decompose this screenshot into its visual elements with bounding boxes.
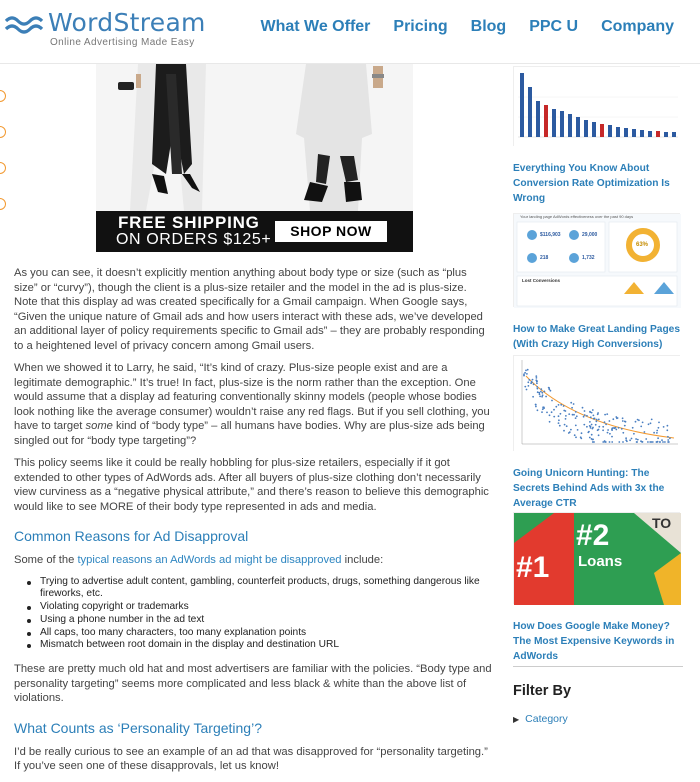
scatter-dot <box>613 427 615 429</box>
thumb-keyword: Loans <box>578 553 623 570</box>
logo-tagline: Online Advertising Made Easy <box>50 37 195 48</box>
scatter-dot <box>550 390 552 392</box>
scatter-dot <box>667 436 669 438</box>
scatter-dot <box>583 424 585 426</box>
scatter-dot <box>667 425 669 427</box>
wordstream-logo[interactable] <box>4 8 206 48</box>
scatter-dot <box>618 427 620 429</box>
scatter-dot <box>565 418 567 420</box>
logo-name: WordStream <box>48 8 206 37</box>
scatter-dot <box>629 439 631 441</box>
scatter-dot <box>580 436 582 438</box>
scatter-dot <box>581 432 583 434</box>
scatter-dot <box>647 441 649 443</box>
scatter-dot <box>621 428 623 430</box>
scatter-dot <box>651 419 653 421</box>
scatter-dot <box>667 439 669 441</box>
thumb-number: #2 <box>576 519 610 552</box>
scatter-dot <box>523 373 525 375</box>
paragraph: Some of the typical reasons an AdWords ad might be disapproved include: <box>14 554 384 566</box>
thumb-gauge: 63% <box>636 242 649 248</box>
scatter-dot <box>528 379 530 381</box>
thumb-number: #1 <box>516 551 550 584</box>
scatter-dot <box>615 427 617 429</box>
site-header <box>0 0 700 64</box>
scatter-dot <box>602 426 604 428</box>
scatter-dot <box>531 381 533 383</box>
scatter-dot <box>622 417 624 419</box>
order-minimum-text: ON ORDERS $125+ <box>116 231 272 248</box>
scatter-dot <box>622 441 624 443</box>
scatter-dot <box>573 403 575 405</box>
scatter-dot <box>592 409 594 411</box>
scatter-dot <box>609 441 611 443</box>
scatter-dot <box>605 441 607 443</box>
scatter-dot <box>548 387 550 389</box>
scatter-dot <box>598 434 600 436</box>
scatter-dot <box>611 436 613 438</box>
scatter-dot <box>538 392 540 394</box>
scatter-dot <box>609 420 611 422</box>
nav-what-we-offer[interactable]: What We Offer <box>260 18 371 35</box>
scatter-dot <box>532 396 534 398</box>
scatter-dot <box>570 429 572 431</box>
scatter-dot <box>558 419 560 421</box>
scatter-dot <box>537 391 539 393</box>
scatter-dot <box>591 438 593 440</box>
scatter-dot <box>592 439 594 441</box>
scatter-dot <box>602 441 604 443</box>
scatter-dot <box>568 432 570 434</box>
scatter-dot <box>650 441 652 443</box>
scatter-dot <box>571 407 573 409</box>
scatter-dot <box>553 409 555 411</box>
scatter-dot <box>604 421 606 423</box>
scatter-dot <box>656 430 658 432</box>
scatter-dot <box>659 441 661 443</box>
scatter-dot <box>661 439 663 441</box>
nav-ppc-u[interactable]: PPC U <box>529 18 579 35</box>
scatter-dot <box>563 405 565 407</box>
scatter-dot <box>540 388 542 390</box>
section-heading: What Counts as ‘Personality Targeting’? <box>14 719 262 736</box>
paragraph: This policy seems like it could be really hobbling for plus-size retailers, especially if it got extended to other types of AdWords ads. After all buyers of plus-size clothing don’t necessarily view curviness as a “negative physical attribute,” and there’s reason to believe this demographic would like to see MORE of their body type represented in ads and media. <box>14 457 489 513</box>
scatter-dot <box>535 375 537 377</box>
scatter-dot <box>604 414 606 416</box>
scatter-dot <box>666 429 668 431</box>
disapproval-reasons-link[interactable]: typical reasons an AdWords ad might be disapproved <box>77 554 342 566</box>
scatter-dot <box>602 429 604 431</box>
scatter-dot <box>551 411 553 413</box>
scatter-dot <box>535 406 537 408</box>
scatter-dot <box>658 427 660 429</box>
scatter-dot <box>663 426 665 428</box>
scatter-dot <box>583 416 585 418</box>
scatter-dot <box>593 441 595 443</box>
post-thumbnail[interactable] <box>513 66 680 146</box>
post-title-link[interactable]: How Does Google Make Money? The Most Expensive Keywords in AdWords <box>513 621 675 662</box>
scatter-dot <box>560 413 562 415</box>
scatter-dot <box>528 385 530 387</box>
scatter-dot <box>565 415 567 417</box>
scatter-dot <box>642 422 644 424</box>
scatter-dot <box>541 392 543 394</box>
scatter-dot <box>532 379 534 381</box>
paragraph: I’d be really curious to see an example of an ad that was disapproved for “personality targeting.” If you’ve seen one of these disapprovals, let us know! <box>14 745 488 773</box>
scatter-dot <box>636 441 638 443</box>
scatter-dot <box>657 437 659 439</box>
paragraph: When we showed it to Larry, he said, “It’s kind of crazy. Plus-size people exist and are a legitimate demographic.” It’s true! In fact, plus-size is the norm rather than the exception. One would assume that a display ad featuring conventionally skinny models (people whose bodies look nothing like the average consumer) wouldn’t raise any red flags. But if you sell clothing, you have to target some kind of “body type” – all humans have bodies. Why are plus-size ads being singled out for “body type targeting”? <box>14 362 490 447</box>
scatter-dot <box>570 402 572 404</box>
thumb-stat: 1,732 <box>582 255 595 261</box>
nav-company[interactable]: Company <box>601 18 674 35</box>
scatter-dot <box>565 410 567 412</box>
free-shipping-text: FREE SHIPPING <box>118 213 260 232</box>
scatter-dot <box>543 406 545 408</box>
related-post <box>513 355 683 511</box>
scatter-dot <box>555 406 557 408</box>
share-rail <box>0 90 6 234</box>
scatter-dot <box>640 440 642 442</box>
post-thumbnail[interactable] <box>513 355 680 451</box>
scatter-dot <box>598 426 600 428</box>
scatter-dot <box>591 434 593 436</box>
scatter-dot <box>606 413 608 415</box>
scatter-dot <box>669 437 671 439</box>
scatter-dot <box>526 373 528 375</box>
scatter-dot <box>625 437 627 439</box>
triangle-right-icon: ▶ <box>513 715 520 724</box>
scatter-dot <box>558 422 560 424</box>
scatter-dot <box>559 425 561 427</box>
scatter-dot <box>533 383 535 385</box>
scatter-dot <box>598 429 600 431</box>
scatter-dot <box>611 429 613 431</box>
scatter-dot <box>598 419 600 421</box>
section-heading: Common Reasons for Ad Disapproval <box>14 528 249 544</box>
scatter-dot <box>611 441 613 443</box>
related-post <box>513 66 683 206</box>
thumb-stat: 29,000 <box>582 232 598 238</box>
scatter-dot <box>551 400 553 402</box>
post-thumbnail[interactable] <box>513 512 680 604</box>
scatter-dot <box>539 393 541 395</box>
scatter-dot <box>577 429 579 431</box>
scatter-dot <box>596 421 598 423</box>
scatter-dot <box>615 429 617 431</box>
scatter-dot <box>553 416 555 418</box>
scatter-dot <box>589 411 591 413</box>
scatter-dot <box>537 409 539 411</box>
scatter-dot <box>524 372 526 374</box>
scatter-dot <box>635 438 637 440</box>
scatter-dot <box>668 441 670 443</box>
models-illustration <box>96 64 413 211</box>
scatter-dot <box>586 426 588 428</box>
list-item: Using a phone number in the ad text <box>26 614 492 627</box>
scatter-dot <box>618 441 620 443</box>
scatter-dot <box>536 386 538 388</box>
scatter-dot <box>535 404 537 406</box>
scatter-dot <box>591 424 593 426</box>
scatter-dot <box>595 424 597 426</box>
scatter-dot <box>658 422 660 424</box>
share-icon[interactable] <box>0 198 6 210</box>
scatter-dot <box>587 432 589 434</box>
paragraph: As you can see, it doesn’t explicitly mention anything about body type or size (such as “plus size” or “curvy”), though the client is a plus-size retailer and the model in the ad is plus-size. Note that this display ad was created specifically for a Gmail campaign. When Google says, “Given the unique nature of Gmail ads and how users interact with these ads, we’ve developed an additional layer of policy requirements specific to Gmail ads” – they are probably responding to a heightened level of privacy concern among Gmail users. <box>14 267 485 352</box>
scatter-dot <box>560 404 562 406</box>
filter-category[interactable]: ▶ Category <box>513 713 568 725</box>
scatter-dot <box>589 425 591 427</box>
scatter-dot <box>662 441 664 443</box>
list-item: Mismatch between root domain in the display and destination URL <box>26 639 492 652</box>
nav-blog[interactable]: Blog <box>470 18 507 35</box>
scatter-dot <box>656 432 658 434</box>
scatter-dot <box>592 427 594 429</box>
post-title-link[interactable]: Everything You Know About Conversion Rate Optimization Is Wrong <box>513 163 670 204</box>
scatter-dot <box>541 411 543 413</box>
scatter-dot <box>575 411 577 413</box>
scatter-dot <box>575 425 577 427</box>
scatter-dot <box>622 432 624 434</box>
main-nav <box>260 18 674 36</box>
bar-chart-thumbnail <box>514 67 681 147</box>
scatter-dot <box>625 421 627 423</box>
scatter-dot <box>650 422 652 424</box>
share-icon[interactable] <box>0 126 6 138</box>
scatter-dot <box>536 377 538 379</box>
filter-panel <box>513 666 683 725</box>
scatter-dot <box>558 415 560 417</box>
thumb-corner: TO <box>652 515 672 531</box>
scatter-dot <box>586 415 588 417</box>
scatter-dot <box>540 391 542 393</box>
scatter-dot <box>527 369 529 371</box>
article-body <box>14 266 492 782</box>
related-post <box>513 213 683 352</box>
scatter-dot <box>596 419 598 421</box>
display-ad-image <box>96 64 413 252</box>
scatter-dot <box>597 413 599 415</box>
nav-pricing[interactable]: Pricing <box>393 18 448 35</box>
scatter-dot <box>637 439 639 441</box>
share-icon[interactable] <box>0 90 6 102</box>
scatter-dot <box>657 441 659 443</box>
scatter-dot <box>564 424 566 426</box>
scatter-dot <box>607 429 609 431</box>
related-post <box>513 512 683 664</box>
reasons-list <box>26 576 492 653</box>
scatter-dot <box>590 427 592 429</box>
scatter-dot <box>609 433 611 435</box>
scatter-dot <box>593 418 595 420</box>
scatter-dot <box>575 417 577 419</box>
paragraph: These are pretty much old hat and most advertisers are familiar with the policies. “Body type and personality targeting” seems more complicated and less black & white than the above list of violations. <box>14 663 492 705</box>
scatter-dot <box>625 439 627 441</box>
filter-title: Filter By <box>513 683 572 699</box>
scatter-thumbnail <box>514 356 681 452</box>
scatter-dot <box>575 436 577 438</box>
scatter-dot <box>640 426 642 428</box>
scatter-dot <box>635 421 637 423</box>
list-item: Violating copyright or trademarks <box>26 601 492 614</box>
share-icon[interactable] <box>0 162 6 174</box>
scatter-dot <box>589 421 591 423</box>
scatter-dot <box>632 427 634 429</box>
wave-logo-icon <box>4 12 44 42</box>
thumb-caption: Your landing page AdWords effectiveness over the past 90 days <box>520 214 634 219</box>
scatter-dot <box>566 425 568 427</box>
list-item: Trying to advertise adult content, gambling, counterfeit products, drugs, something dangerous like fireworks, etc. <box>26 576 492 602</box>
scatter-dot <box>537 388 539 390</box>
scatter-dot <box>527 381 529 383</box>
thumb-stat: 218 <box>540 255 549 261</box>
scatter-dot <box>558 404 560 406</box>
scatter-dot <box>624 425 626 427</box>
scatter-dot <box>633 433 635 435</box>
thumb-stat: $116,903 <box>540 232 561 238</box>
scatter-dot <box>563 430 565 432</box>
post-title-link[interactable]: How to Make Great Landing Pages (With Crazy High Conversions) <box>513 324 680 350</box>
scatter-dot <box>525 370 527 372</box>
scatter-dot <box>589 437 591 439</box>
scatter-dot <box>535 379 537 381</box>
scatter-dot <box>526 389 528 391</box>
scatter-dot <box>584 414 586 416</box>
scatter-dot <box>664 441 666 443</box>
scatter-dot <box>648 423 650 425</box>
scatter-dot <box>593 415 595 417</box>
thumb-caption: Lost Conversions <box>522 278 561 283</box>
scatter-dot <box>607 432 609 434</box>
scatter-dot <box>582 407 584 409</box>
scatter-dot <box>644 431 646 433</box>
scatter-dot <box>545 396 547 398</box>
scatter-dot <box>524 386 526 388</box>
scatter-dot <box>549 421 551 423</box>
scatter-dot <box>615 416 617 418</box>
scatter-dot <box>638 419 640 421</box>
scatter-dot <box>645 438 647 440</box>
scatter-dot <box>546 412 548 414</box>
scatter-dot <box>631 438 633 440</box>
scatter-dot <box>622 420 624 422</box>
scatter-dot <box>653 432 655 434</box>
scatter-dot <box>544 391 546 393</box>
scatter-dot <box>536 382 538 384</box>
scatter-dot <box>568 413 570 415</box>
scatter-dot <box>612 418 614 420</box>
sidebar <box>513 64 683 674</box>
scatter-dot <box>605 423 607 425</box>
scatter-dot <box>576 415 578 417</box>
list-item: All caps, too many characters, too many explanation points <box>26 627 492 640</box>
grader-thumbnail <box>514 214 681 308</box>
scatter-dot <box>590 416 592 418</box>
scatter-dot <box>574 434 576 436</box>
scatter-dot <box>549 414 551 416</box>
scatter-dot <box>539 396 541 398</box>
post-title-link[interactable]: Going Unicorn Hunting: The Secrets Behind Ads with 3x the Average CTR <box>513 468 665 509</box>
scatter-dot <box>542 394 544 396</box>
post-thumbnail[interactable] <box>513 213 680 307</box>
scatter-dot <box>584 410 586 412</box>
shop-now-button[interactable]: SHOP NOW <box>275 221 387 242</box>
scatter-dot <box>573 414 575 416</box>
ad-banner <box>96 211 413 252</box>
